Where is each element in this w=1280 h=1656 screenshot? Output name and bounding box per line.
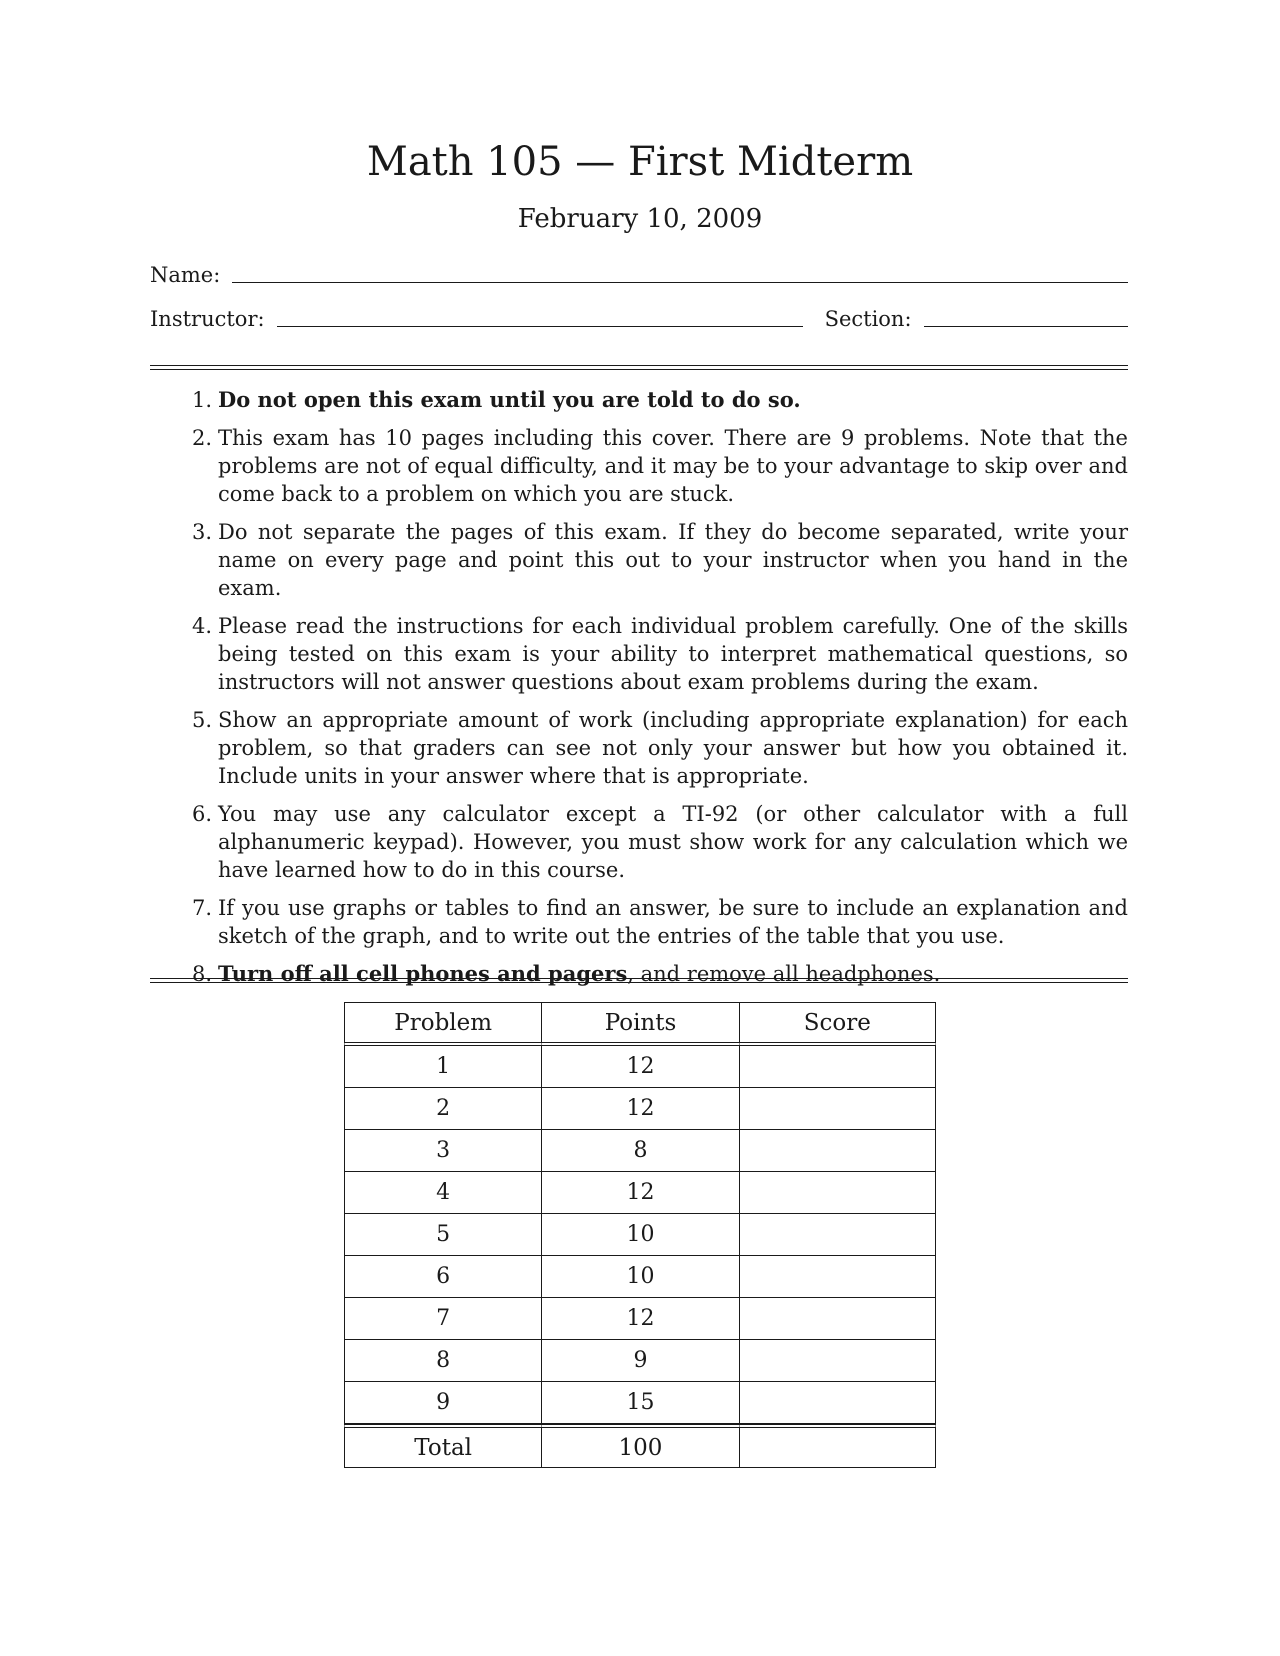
problem-number-cell: 2	[344, 1088, 541, 1130]
score-entry-cell[interactable]	[739, 1214, 936, 1256]
points-cell: 15	[541, 1382, 738, 1424]
instruction-item	[188, 386, 1128, 414]
problem-number-cell: 9	[344, 1382, 541, 1424]
instruction-number: 8.	[191, 962, 212, 986]
instruction-text: If you use graphs or tables to find an answer, be sure to include an explanation and sketch of the graph, and to write out the entries of the table that you use.	[218, 896, 1128, 948]
score-entry-cell[interactable]	[739, 1130, 936, 1172]
points-cell: 8	[541, 1130, 738, 1172]
table-row	[344, 1130, 936, 1172]
instruction-text: Show an appropriate amount of work (including appropriate explanation) for each problem, so that graders can see not only your answer but how you obtained it. Include units in your answer where that is appropriate.	[218, 708, 1128, 788]
instruction-number: 7.	[191, 896, 212, 920]
points-cell: 12	[541, 1172, 738, 1214]
table-row	[344, 1340, 936, 1382]
table-row	[344, 1088, 936, 1130]
problem-number-cell: 7	[344, 1298, 541, 1340]
exam-date: February 10, 2009	[517, 204, 763, 234]
table-row	[344, 1046, 936, 1088]
points-cell: 12	[541, 1298, 738, 1340]
instructor-label: Instructor:	[150, 307, 265, 331]
instruction-item	[188, 706, 1128, 790]
points-cell: 10	[541, 1256, 738, 1298]
column-header-points: Points	[541, 1002, 738, 1046]
table-header-row	[344, 1002, 936, 1046]
bottom-double-rule	[150, 978, 1128, 983]
total-row	[344, 1424, 936, 1468]
instruction-bold-text: Turn off all cell phones and pagers	[218, 961, 628, 986]
instruction-number: 3.	[191, 520, 212, 544]
instruction-number: 2.	[191, 426, 212, 450]
instruction-item	[188, 960, 1128, 988]
total-score-cell[interactable]	[739, 1424, 936, 1468]
instruction-number: 6.	[191, 802, 212, 826]
points-cell: 10	[541, 1214, 738, 1256]
score-entry-cell[interactable]	[739, 1256, 936, 1298]
points-cell: 12	[541, 1088, 738, 1130]
score-entry-cell[interactable]	[739, 1298, 936, 1340]
name-field-row	[150, 262, 1128, 288]
problem-number-cell: 8	[344, 1340, 541, 1382]
score-entry-cell[interactable]	[739, 1046, 936, 1088]
instruction-text: You may use any calculator except a TI-92 (or other calculator with a full alphanumeric keypad). However, you must show work for any calculation which we have learned how to do in this course.	[218, 802, 1128, 882]
top-double-rule	[150, 365, 1128, 370]
name-label: Name:	[150, 263, 221, 287]
instruction-bold-text: Do not open this exam until you are told to do so.	[218, 387, 801, 412]
instructions-list	[188, 386, 1128, 998]
instruction-number: 1.	[191, 388, 212, 412]
points-cell: 9	[541, 1340, 738, 1382]
name-blank-line[interactable]	[232, 282, 1128, 283]
problem-number-cell: 5	[344, 1214, 541, 1256]
instructor-blank-line[interactable]	[277, 326, 803, 327]
instruction-item	[188, 518, 1128, 602]
page-title: Math 105 — First Midterm	[366, 139, 914, 185]
instruction-text: Do not separate the pages of this exam. If they do become separated, write your name on every page and point this out to your instructor when you hand in the exam.	[218, 520, 1128, 600]
column-header-problem: Problem	[344, 1002, 541, 1046]
score-table-body	[344, 1046, 936, 1424]
table-row	[344, 1298, 936, 1340]
problem-number-cell: 3	[344, 1130, 541, 1172]
instruction-item	[188, 894, 1128, 950]
section-blank-line[interactable]	[924, 326, 1128, 327]
instruction-item	[188, 612, 1128, 696]
instruction-item	[188, 800, 1128, 884]
section-label: Section:	[824, 307, 912, 331]
table-row	[344, 1256, 936, 1298]
instruction-number: 4.	[191, 614, 212, 638]
instruction-item	[188, 424, 1128, 508]
problem-number-cell: 6	[344, 1256, 541, 1298]
score-entry-cell[interactable]	[739, 1088, 936, 1130]
score-table	[344, 1002, 936, 1468]
problem-number-cell: 1	[344, 1046, 541, 1088]
points-cell: 12	[541, 1046, 738, 1088]
score-entry-cell[interactable]	[739, 1382, 936, 1424]
score-entry-cell[interactable]	[739, 1340, 936, 1382]
instructor-section-row	[150, 306, 1128, 332]
score-entry-cell[interactable]	[739, 1172, 936, 1214]
problem-number-cell: 4	[344, 1172, 541, 1214]
table-row	[344, 1382, 936, 1424]
table-row	[344, 1214, 936, 1256]
total-label: Total	[344, 1424, 541, 1468]
column-header-score: Score	[739, 1002, 936, 1046]
total-points: 100	[541, 1424, 738, 1468]
instruction-number: 5.	[191, 708, 212, 732]
instruction-text: This exam has 10 pages including this cover. There are 9 problems. Note that the problems are not of equal difficulty, and it may be to your advantage to skip over and come back to a problem on which you are stuck.	[218, 426, 1128, 506]
instruction-text: Please read the instructions for each individual problem carefully. One of the skills being tested on this exam is your ability to interpret mathematical questions, so instructors will not answer questions about exam problems during the exam.	[218, 614, 1128, 694]
instruction-text: , and remove all headphones.	[627, 962, 941, 986]
table-row	[344, 1172, 936, 1214]
